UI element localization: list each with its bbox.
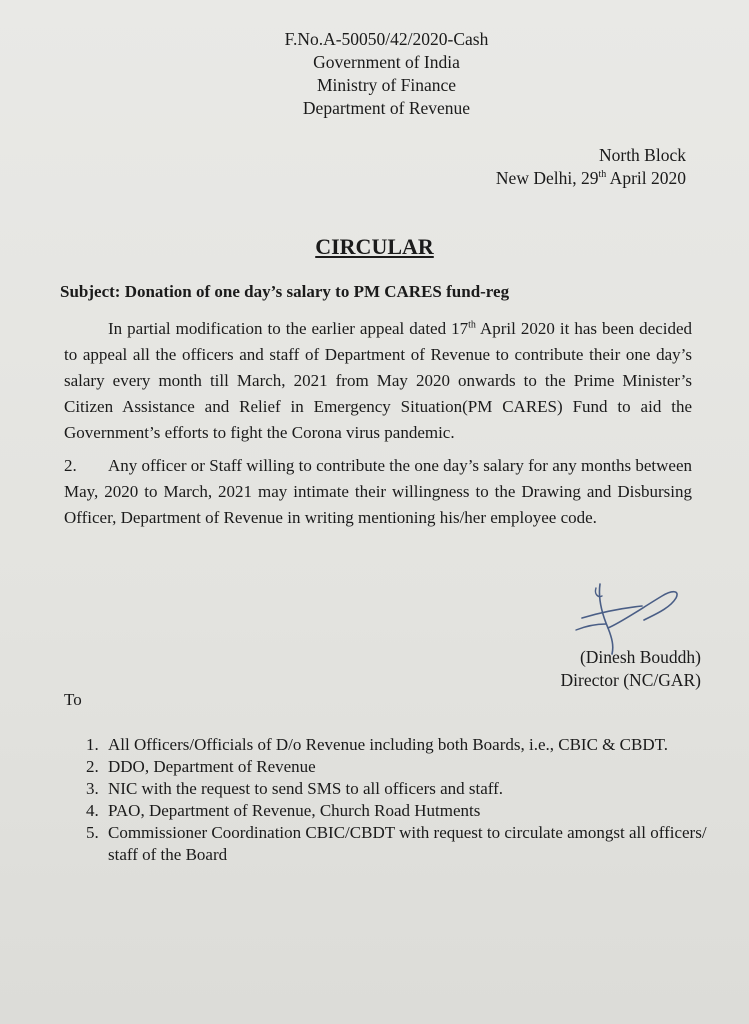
para1-text-b: April 2020 it has been decided to appeal all the officers and staff of Department of Revenue to contribute their one day’s salary every month till March, 2021 from May 2020 onwards to the Prime Minister’s Citizen Assistance and Relief in Emergency Situation(PM CARES) Fund to aid the Government’s efforts to fight the Corona virus pandemic. [64, 319, 692, 442]
place-date-block [496, 144, 686, 190]
signatory-name: (Dinesh Bouddh) [579, 647, 701, 667]
handwritten-signature [572, 578, 687, 656]
paragraph-1 [64, 316, 692, 446]
ministry-name: Ministry of Finance [316, 75, 456, 95]
signatory-block [561, 646, 701, 692]
list-item-text: NIC with the request to send SMS to all officers and staff. [108, 779, 504, 798]
list-item-text: DDO, Department of Revenue [108, 757, 316, 776]
list-item-text: Commissioner Coordination CBIC/CBDT with request to circulate amongst all officers/ staff of the Board [108, 823, 707, 864]
issue-date [496, 167, 686, 190]
list-item-number: 2. [86, 757, 99, 776]
list-item-number: 4. [86, 801, 99, 820]
subject-line: Subject: Donation of one day’s salary to PM CARES fund-reg [60, 282, 510, 301]
date-ordinal: th [598, 169, 607, 181]
list-item [80, 822, 710, 866]
file-number: F.No.A-50050/42/2020-Cash [284, 29, 489, 49]
list-item [80, 800, 710, 822]
para2-number: 2. [64, 456, 77, 475]
para2-text: Any officer or Staff willing to contribute the one day’s salary for any months between May, 2020 to March, 2021 may intimate their willingness to the Drawing and Disbursing Officer, Department of Revenue in writing mentioning his/her employee code. [64, 456, 692, 527]
para1-ordinal: th [468, 319, 476, 331]
list-item-number: 1. [86, 735, 99, 754]
document-title [0, 234, 749, 260]
list-item [80, 734, 710, 756]
list-item-text: All Officers/Officials of D/o Revenue including both Boards, i.e., CBIC & CBDT. [108, 735, 668, 754]
list-item-text: PAO, Department of Revenue, Church Road Hutments [108, 801, 481, 820]
recipient-list [80, 734, 710, 866]
list-item-number: 3. [86, 779, 99, 798]
paragraph-2 [64, 453, 692, 531]
list-item [80, 756, 710, 778]
para1-text-a: In partial modification to the earlier appeal dated 17 [108, 319, 469, 338]
to-label: To [64, 690, 82, 709]
department-name: Department of Revenue [302, 98, 471, 118]
government-name: Government of India [313, 52, 460, 72]
list-item [80, 778, 710, 800]
signatory-designation: Director (NC/GAR) [560, 670, 701, 690]
location: North Block [598, 145, 686, 165]
letterhead [0, 28, 749, 120]
title-text: CIRCULAR [315, 234, 434, 259]
list-item-number: 5. [86, 823, 99, 842]
date-prefix: New Delhi, 29 [495, 168, 599, 188]
date-rest: April 2020 [606, 168, 686, 188]
